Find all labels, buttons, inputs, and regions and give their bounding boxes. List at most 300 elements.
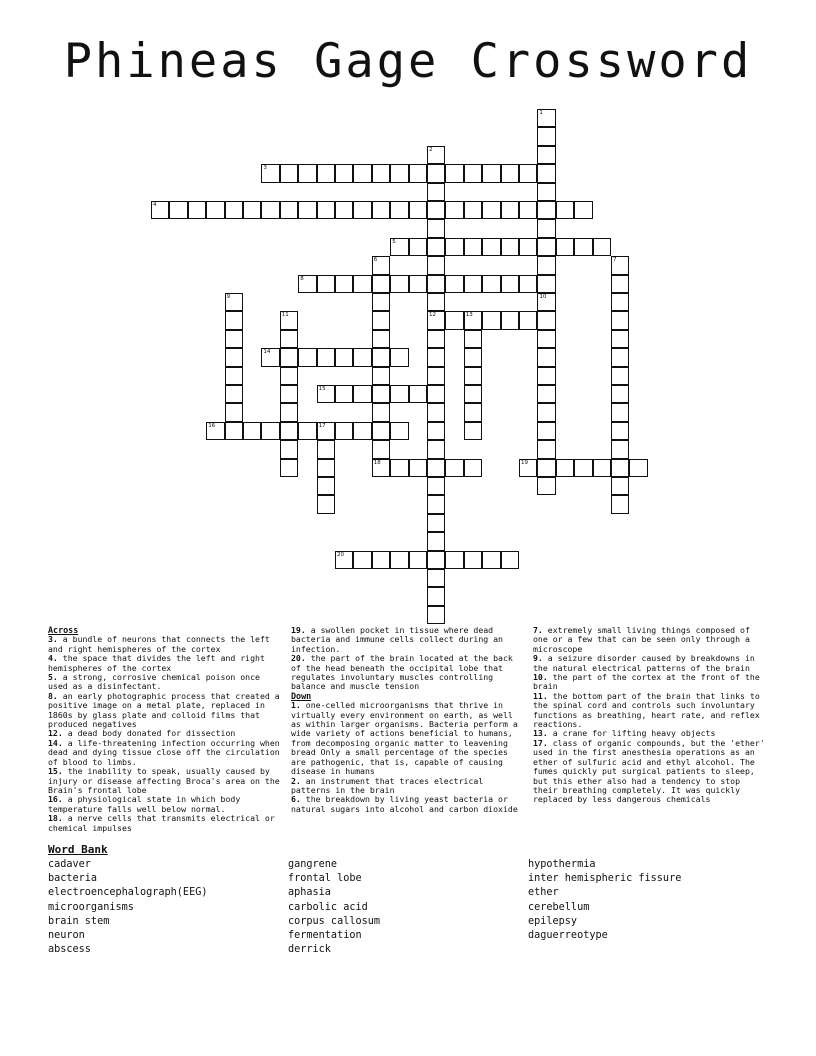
grid-cell[interactable] <box>574 201 592 219</box>
grid-cell[interactable] <box>409 238 427 256</box>
grid-cell[interactable] <box>501 311 519 329</box>
grid-cell[interactable] <box>556 459 574 477</box>
word-bank-item: fermentation <box>288 930 362 942</box>
grid-cell[interactable] <box>372 348 390 366</box>
clue-number: 18 <box>373 459 381 466</box>
down-clue <box>533 626 765 654</box>
grid-cell[interactable] <box>611 477 629 495</box>
grid-cell[interactable] <box>501 201 519 219</box>
grid-cell[interactable] <box>390 348 408 366</box>
grid-cell[interactable] <box>390 275 408 293</box>
grid-cell[interactable] <box>372 385 390 403</box>
grid-cell[interactable] <box>298 275 316 293</box>
grid-cell[interactable] <box>427 164 445 182</box>
grid-cell[interactable] <box>464 385 482 403</box>
grid-cell[interactable] <box>409 459 427 477</box>
grid-cell[interactable] <box>445 551 463 569</box>
clue-number-label: 18. <box>48 813 63 824</box>
grid-cell[interactable] <box>464 367 482 385</box>
grid-cell[interactable] <box>243 422 261 440</box>
grid-cell[interactable] <box>519 459 537 477</box>
grid-cell[interactable] <box>317 495 335 513</box>
grid-cell[interactable] <box>427 551 445 569</box>
grid-cell[interactable] <box>427 330 445 348</box>
grid-cell[interactable] <box>409 201 427 219</box>
clue-number: 5 <box>392 238 396 245</box>
down-clue <box>533 739 765 805</box>
grid-cell[interactable] <box>537 275 555 293</box>
grid-cell[interactable] <box>372 311 390 329</box>
clue-text: a physiological state in which body temperature falls well below normal. <box>48 794 241 814</box>
grid-cell[interactable] <box>243 201 261 219</box>
grid-cell[interactable] <box>556 201 574 219</box>
clue-number-label: 3. <box>48 634 58 645</box>
grid-cell[interactable] <box>501 164 519 182</box>
word-bank-column-1 <box>48 858 207 957</box>
grid-cell[interactable] <box>317 201 335 219</box>
grid-cell[interactable] <box>372 256 390 274</box>
grid-cell[interactable] <box>482 201 500 219</box>
grid-cell[interactable] <box>280 459 298 477</box>
grid-cell[interactable] <box>537 164 555 182</box>
grid-cell[interactable] <box>593 459 611 477</box>
grid-cell[interactable] <box>537 311 555 329</box>
clue-number: 4 <box>153 202 157 208</box>
down-clue <box>291 777 523 796</box>
clue-number-label: 7. <box>533 625 543 635</box>
down-clue <box>291 701 523 776</box>
clue-text: a life-threatening infection occurring when dead and dying tissue close off the circulation of blood to limbs. <box>48 737 280 767</box>
grid-cell[interactable] <box>335 348 353 366</box>
grid-cell[interactable] <box>537 293 555 311</box>
grid-cell[interactable] <box>335 201 353 219</box>
grid-cell[interactable] <box>427 514 445 532</box>
grid-cell[interactable] <box>537 330 555 348</box>
grid-cell[interactable] <box>611 311 629 329</box>
grid-cell[interactable] <box>482 551 500 569</box>
grid-cell[interactable] <box>225 330 243 348</box>
grid-cell[interactable] <box>464 459 482 477</box>
grid-cell[interactable] <box>427 477 445 495</box>
grid-cell[interactable] <box>427 256 445 274</box>
grid-cell[interactable] <box>353 201 371 219</box>
word-bank-item: corpus callosum <box>288 915 381 927</box>
grid-cell[interactable] <box>427 569 445 587</box>
across-clue <box>48 673 280 692</box>
grid-cell[interactable] <box>537 201 555 219</box>
clue-text: extremely small living things composed of one or a few that can be seen only through a microscope <box>533 625 750 654</box>
grid-cell[interactable] <box>372 403 390 421</box>
grid-cell[interactable] <box>225 293 243 311</box>
grid-cell[interactable] <box>390 385 408 403</box>
word-bank-item: cadaver <box>48 859 91 870</box>
grid-cell[interactable] <box>335 551 353 569</box>
grid-cell[interactable] <box>280 201 298 219</box>
grid-cell[interactable] <box>188 201 206 219</box>
clue-number: 20 <box>337 551 344 558</box>
grid-cell[interactable] <box>593 238 611 256</box>
grid-cell[interactable] <box>335 275 353 293</box>
clue-number: 1 <box>539 110 543 116</box>
grid-cell[interactable] <box>427 403 445 421</box>
clue-number: 12 <box>429 312 436 319</box>
clue-number: 15 <box>318 386 326 392</box>
grid-cell[interactable] <box>390 164 408 182</box>
grid-cell[interactable] <box>317 477 335 495</box>
grid-cell[interactable] <box>353 385 371 403</box>
grid-cell[interactable] <box>427 422 445 440</box>
word-bank-item: derrick <box>288 944 331 956</box>
grid-cell[interactable] <box>537 238 555 256</box>
grid-cell[interactable] <box>225 348 243 366</box>
grid-cell[interactable] <box>537 459 555 477</box>
across-clue <box>48 635 280 654</box>
grid-cell[interactable] <box>280 330 298 348</box>
grid-cell[interactable] <box>261 422 279 440</box>
clue-number-label: 4. <box>48 653 58 664</box>
grid-cell[interactable] <box>611 459 629 477</box>
grid-cell[interactable] <box>225 422 243 440</box>
clue-text: the inability to speak, usually caused by injury or disease affecting Broca's area on the Brain's frontal lobe <box>48 766 280 795</box>
clue-number: 8 <box>300 275 304 282</box>
grid-cell[interactable] <box>445 201 463 219</box>
clue-number: 16 <box>208 422 216 429</box>
grid-cell[interactable] <box>611 293 629 311</box>
grid-cell[interactable] <box>372 330 390 348</box>
word-bank-item: cerebellum <box>528 901 590 913</box>
clue-text: a crane for lifting heavy objects <box>547 728 716 739</box>
word-bank-column-3 <box>528 858 681 943</box>
grid-cell[interactable] <box>151 201 169 219</box>
clue-text: the part of the brain located at the back of the head beneath the occipital lobe that regulates involuntary muscles controlling balance and muscle tension <box>291 653 513 692</box>
grid-cell[interactable] <box>519 238 537 256</box>
grid-cell[interactable] <box>556 238 574 256</box>
grid-cell[interactable] <box>611 275 629 293</box>
clue-number: 2 <box>429 146 433 153</box>
word-bank-item: carbolic acid <box>288 901 368 913</box>
clue-number-label: 14. <box>48 737 63 748</box>
grid-cell[interactable] <box>537 477 555 495</box>
clue-number: 7 <box>613 257 617 264</box>
clue-number-label: 19. <box>291 625 306 635</box>
word-bank-item: bacteria <box>48 873 98 885</box>
clue-text: a seizure disorder caused by breakdowns in the natural electrical patterns of the brain <box>533 653 755 673</box>
page-title: Phineas Gage Crossword <box>63 34 753 89</box>
word-bank-item: frontal lobe <box>288 873 362 885</box>
grid-cell[interactable] <box>225 311 243 329</box>
grid-cell[interactable] <box>427 367 445 385</box>
grid-cell[interactable] <box>427 311 445 329</box>
grid-cell[interactable] <box>390 201 408 219</box>
grid-cell[interactable] <box>317 440 335 458</box>
grid-cell[interactable] <box>427 532 445 550</box>
down-clue <box>533 673 765 692</box>
grid-cell[interactable] <box>317 164 335 182</box>
across-clue <box>48 767 280 795</box>
grid-cell[interactable] <box>409 164 427 182</box>
grid-cell[interactable] <box>501 238 519 256</box>
clue-number: 17 <box>318 422 326 429</box>
grid-cell[interactable] <box>611 330 629 348</box>
across-clue <box>48 814 280 833</box>
clue-number-label: 8. <box>48 690 58 701</box>
grid-cell[interactable] <box>317 385 335 403</box>
grid-cell[interactable] <box>537 183 555 201</box>
grid-cell[interactable] <box>335 422 353 440</box>
grid-cell[interactable] <box>427 293 445 311</box>
grid-cell[interactable] <box>427 495 445 513</box>
grid-cell[interactable] <box>464 311 482 329</box>
grid-cell[interactable] <box>482 164 500 182</box>
grid-cell[interactable] <box>280 164 298 182</box>
word-bank-title: Word Bank <box>48 843 108 856</box>
grid-cell[interactable] <box>427 348 445 366</box>
grid-cell[interactable] <box>353 164 371 182</box>
grid-cell[interactable] <box>427 440 445 458</box>
grid-cell[interactable] <box>427 385 445 403</box>
clue-number: 10 <box>539 294 547 300</box>
grid-cell[interactable] <box>427 201 445 219</box>
down-clue <box>533 692 765 730</box>
grid-cell[interactable] <box>372 275 390 293</box>
grid-cell[interactable] <box>445 275 463 293</box>
across-clue <box>291 626 523 654</box>
word-bank-item: ether <box>528 887 559 899</box>
clue-number-label: 11. <box>533 690 548 701</box>
word-bank-item: epilepsy <box>528 915 578 927</box>
grid-cell[interactable] <box>427 238 445 256</box>
grid-cell[interactable] <box>298 201 316 219</box>
clue-number: 3 <box>263 165 267 172</box>
grid-cell[interactable] <box>611 256 629 274</box>
grid-cell[interactable] <box>445 164 463 182</box>
grid-cell[interactable] <box>280 385 298 403</box>
across-clue <box>48 692 280 730</box>
grid-cell[interactable] <box>537 219 555 237</box>
grid-cell[interactable] <box>445 238 463 256</box>
grid-cell[interactable] <box>353 551 371 569</box>
grid-cell[interactable] <box>464 330 482 348</box>
clue-number-label: 5. <box>48 672 58 683</box>
grid-cell[interactable] <box>298 164 316 182</box>
grid-cell[interactable] <box>280 422 298 440</box>
grid-cell[interactable] <box>409 275 427 293</box>
grid-cell[interactable] <box>372 293 390 311</box>
word-bank-item: aphasia <box>288 887 331 899</box>
grid-cell[interactable] <box>501 275 519 293</box>
grid-cell[interactable] <box>537 256 555 274</box>
grid-cell[interactable] <box>611 348 629 366</box>
clues-column-2 <box>291 626 523 814</box>
grid-cell[interactable] <box>611 367 629 385</box>
grid-cell[interactable] <box>537 348 555 366</box>
clue-text: the bottom part of the brain that links to the spinal cord and controls such involuntary functions as breathing, heart rate, and reflex reactions. <box>533 690 760 730</box>
grid-cell[interactable] <box>298 348 316 366</box>
across-clue <box>291 654 523 692</box>
clues-column-3 <box>533 626 765 805</box>
grid-cell[interactable] <box>372 459 390 477</box>
grid-cell[interactable] <box>611 403 629 421</box>
grid-cell[interactable] <box>353 275 371 293</box>
grid-cell[interactable] <box>353 422 371 440</box>
clue-text: a nerve cells that transmits electrical or chemical impulses <box>48 813 275 833</box>
clue-text: a strong, corrosive chemical poison once used as a disinfectant. <box>48 672 260 692</box>
grid-cell[interactable] <box>519 164 537 182</box>
clue-text: a dead body donated for dissection <box>62 728 236 739</box>
grid-cell[interactable] <box>537 385 555 403</box>
grid-cell[interactable] <box>574 459 592 477</box>
word-bank-item: inter hemispheric fissure <box>528 873 682 885</box>
grid-cell[interactable] <box>390 238 408 256</box>
clue-number-label: 15. <box>48 766 63 777</box>
clue-number-label: 16. <box>48 794 63 805</box>
grid-cell[interactable] <box>372 201 390 219</box>
grid-cell[interactable] <box>482 238 500 256</box>
grid-cell[interactable] <box>537 146 555 164</box>
grid-cell[interactable] <box>261 348 279 366</box>
grid-cell[interactable] <box>335 385 353 403</box>
grid-cell[interactable] <box>206 201 224 219</box>
clue-number: 14 <box>263 349 271 356</box>
grid-cell[interactable] <box>280 403 298 421</box>
grid-cell[interactable] <box>611 495 629 513</box>
grid-cell[interactable] <box>501 551 519 569</box>
grid-cell[interactable] <box>611 440 629 458</box>
grid-cell[interactable] <box>206 422 224 440</box>
grid-cell[interactable] <box>390 459 408 477</box>
grid-cell[interactable] <box>611 422 629 440</box>
grid-cell[interactable] <box>537 440 555 458</box>
down-clue <box>291 795 523 814</box>
clue-number-label: 20. <box>291 653 306 664</box>
grid-cell[interactable] <box>427 587 445 605</box>
grid-cell[interactable] <box>409 551 427 569</box>
clue-number-label: 10. <box>533 672 548 683</box>
grid-cell[interactable] <box>537 127 555 145</box>
grid-cell[interactable] <box>464 275 482 293</box>
grid-cell[interactable] <box>261 164 279 182</box>
word-bank-item: gangrene <box>288 859 338 870</box>
grid-cell[interactable] <box>427 219 445 237</box>
grid-cell[interactable] <box>464 348 482 366</box>
across-clue <box>48 795 280 814</box>
clue-text: the space that divides the left and right hemispheres of the cortex <box>48 653 265 673</box>
clue-text: one-celled microorganisms that thrive in virtually every environment on earth, as well as within larger organisms. Bacteria perform a wide variety of actions beneficial to humans, from decomposing organic matter to leavening bread Only a small percentage of the species are pathogenic, that is, capable of causing disease in humans <box>291 700 518 777</box>
grid-cell[interactable] <box>225 403 243 421</box>
clue-number: 19 <box>521 459 528 466</box>
grid-cell[interactable] <box>464 551 482 569</box>
grid-cell[interactable] <box>537 403 555 421</box>
grid-cell[interactable] <box>353 348 371 366</box>
clue-number-label: 12. <box>48 728 63 739</box>
word-bank-item: neuron <box>48 930 85 942</box>
grid-cell[interactable] <box>537 367 555 385</box>
grid-cell[interactable] <box>225 201 243 219</box>
across-clue <box>48 654 280 673</box>
grid-cell[interactable] <box>537 109 555 127</box>
grid-cell[interactable] <box>611 385 629 403</box>
grid-cell[interactable] <box>317 275 335 293</box>
grid-cell[interactable] <box>482 275 500 293</box>
grid-cell[interactable] <box>464 201 482 219</box>
grid-cell[interactable] <box>280 311 298 329</box>
grid-cell[interactable] <box>464 422 482 440</box>
grid-cell[interactable] <box>427 275 445 293</box>
across-heading: Across <box>48 625 79 635</box>
clue-text: a swollen pocket in tissue where dead bacteria and immune cells collect during an infection. <box>291 625 503 654</box>
grid-cell[interactable] <box>390 551 408 569</box>
grid-cell[interactable] <box>537 422 555 440</box>
grid-cell[interactable] <box>169 201 187 219</box>
grid-cell[interactable] <box>445 459 463 477</box>
grid-cell[interactable] <box>629 459 647 477</box>
clue-text: the breakdown by living yeast bacteria or natural sugars into alcohol and carbon dioxide <box>291 794 518 814</box>
grid-cell[interactable] <box>372 164 390 182</box>
clue-number-label: 17. <box>533 737 548 748</box>
grid-cell[interactable] <box>482 311 500 329</box>
grid-cell[interactable] <box>574 238 592 256</box>
grid-cell[interactable] <box>372 422 390 440</box>
grid-cell[interactable] <box>372 440 390 458</box>
word-bank-item: electroencephalograph(EEG) <box>48 887 208 899</box>
grid-cell[interactable] <box>225 367 243 385</box>
grid-cell[interactable] <box>280 348 298 366</box>
word-bank-item: daguerreotype <box>528 930 608 942</box>
grid-cell[interactable] <box>464 238 482 256</box>
grid-cell[interactable] <box>225 385 243 403</box>
clue-text: class of organic compounds, but the 'ether' used in the first anesthesia operations as an ether of sulfuric acid and ethyl alcohol. The fumes quickly put surgical patients to sleep, but this ether also had a tendency to stop their breathing completely. It was quickly replaced by less dangerous chemicals <box>533 737 765 805</box>
grid-cell[interactable] <box>280 367 298 385</box>
grid-cell[interactable] <box>519 275 537 293</box>
grid-cell[interactable] <box>372 367 390 385</box>
grid-cell[interactable] <box>390 422 408 440</box>
clue-number-label: 2. <box>291 775 301 786</box>
grid-cell[interactable] <box>427 459 445 477</box>
word-bank-item: abscess <box>48 944 91 956</box>
clue-number-label: 1. <box>291 700 301 711</box>
clue-number: 11 <box>281 312 289 319</box>
down-heading: Down <box>291 690 312 701</box>
grid-cell[interactable] <box>317 348 335 366</box>
clue-number-label: 9. <box>533 653 543 664</box>
grid-cell[interactable] <box>317 459 335 477</box>
clue-number-label: 13. <box>533 728 548 739</box>
word-bank-item: microorganisms <box>48 901 134 913</box>
clue-number: 9 <box>226 294 231 300</box>
grid-cell[interactable] <box>464 403 482 421</box>
grid-cell[interactable] <box>261 201 279 219</box>
grid-cell[interactable] <box>409 385 427 403</box>
grid-cell[interactable] <box>464 164 482 182</box>
grid-cell[interactable] <box>519 201 537 219</box>
grid-cell[interactable] <box>317 422 335 440</box>
grid-cell[interactable] <box>427 606 445 624</box>
grid-cell[interactable] <box>280 440 298 458</box>
word-bank-item: brain stem <box>48 915 110 927</box>
word-bank-column-2 <box>288 858 380 957</box>
grid-cell[interactable] <box>298 422 316 440</box>
grid-cell[interactable] <box>519 311 537 329</box>
grid-cell[interactable] <box>427 146 445 164</box>
grid-cell[interactable] <box>372 551 390 569</box>
clue-number-label: 6. <box>291 794 301 805</box>
word-bank-item: hypothermia <box>528 859 596 870</box>
grid-cell[interactable] <box>445 311 463 329</box>
grid-cell[interactable] <box>335 164 353 182</box>
clue-text: a bundle of neurons that connects the left and right hemispheres of the cortex <box>48 634 270 654</box>
grid-cell[interactable] <box>427 183 445 201</box>
clue-text: an instrument that traces electrical patterns in the brain <box>291 775 484 795</box>
